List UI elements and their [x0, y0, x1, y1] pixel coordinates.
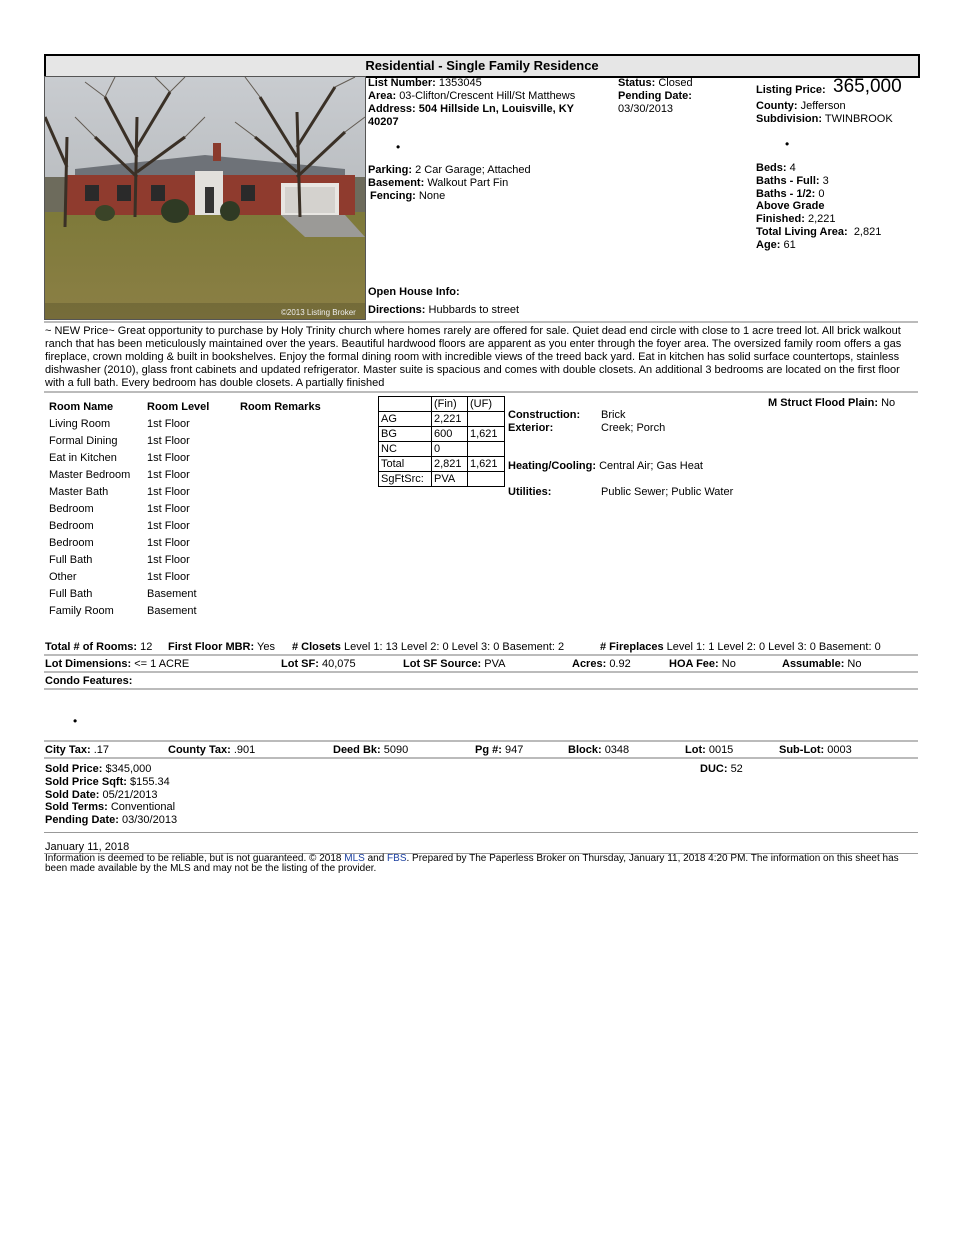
table-row: AG 2,221	[379, 412, 505, 427]
deed-book-field: Deed Bk: 5090	[333, 744, 409, 756]
property-description: ~ NEW Price~ Great opportunity to purchase by Holy Trinity church where homes rarely are offered for sale. Quiet dead end circle with close to 1 acre treed lot. All brick walkout ranch that has been meticulously maintained over the years. Beautiful hardwood floors are apparent as you enter through the foyer area. The oversized family room offers a gas fireplace, crown molding & built in bookshelves. Enjoy the formal dining room with incredible views of the treed back yard. Eat in kitchen has solid surface countertops, stainless dishwasher (2010), glass front cabinets and updated refrigerator. Master suite is spacious and comes with double closets. An additional 3 bedrooms are located on the first floor with a full bath. Every bedroom has double closets. A partially finished	[45, 325, 902, 389]
acres-field: Acres: 0.92	[572, 658, 631, 670]
table-row: Formal Dining 1st Floor	[49, 435, 190, 447]
table-row: Master Bedroom 1st Floor	[49, 469, 190, 481]
listing-price-label: Listing Price:	[756, 84, 826, 96]
parking-field: Parking: 2 Car Garage; Attached	[368, 164, 531, 176]
divider-summary-3	[44, 688, 918, 690]
directions-field: Directions: Hubbards to street	[368, 304, 520, 316]
construction-label: Construction:	[508, 409, 581, 421]
bullet-2: •	[785, 137, 790, 151]
exterior-value: Creek; Porch	[601, 422, 666, 434]
construction-value: Brick	[601, 409, 626, 421]
open-house-label: Open House Info:	[368, 286, 460, 298]
table-row: Other 1st Floor	[49, 571, 190, 583]
sold-price-sqft-field: Sold Price Sqft: $155.34	[45, 776, 170, 788]
table-row: Bedroom 1st Floor	[49, 537, 190, 549]
photo-watermark: ©2013 Listing Broker	[281, 308, 356, 317]
divider-summary-2	[44, 671, 918, 673]
house-photo-illustration	[45, 77, 365, 319]
pending-date-value: 03/30/2013	[618, 103, 674, 115]
city-tax-field: City Tax: .17	[45, 744, 109, 756]
pending-date-label: Pending Date:	[618, 90, 692, 102]
address-zip: 40207	[368, 116, 399, 128]
listing-title: Residential - Single Family Residence	[365, 58, 599, 73]
finished-field: Finished: 2,221	[756, 213, 836, 225]
list-number-field: List Number: 1353045	[368, 77, 482, 89]
table-row: Full Bath 1st Floor	[49, 554, 190, 566]
sold-date-field: Sold Date: 05/21/2013	[45, 789, 158, 801]
divider-tax-top	[44, 740, 918, 742]
footer-disclaimer: Information is deemed to be reliable, but is not guaranteed. © 2018 MLS and FBS. Prepared by The Paperless Broker on Thursday, January 11, 2018 4:20 PM. The information on this sheet has been made available by the MLS and may not be the listing of the provider.	[45, 853, 899, 874]
listing-price-value: 365,000	[833, 76, 902, 97]
table-row: Family Room Basement	[49, 605, 197, 617]
status-field: Status: Closed	[618, 77, 693, 89]
fencing-field: Fencing: None	[370, 190, 446, 202]
divider-tax-bottom	[44, 757, 918, 759]
page-number-field: Pg #: 947	[475, 744, 524, 756]
sale-pending-date-field: Pending Date: 03/30/2013	[45, 814, 178, 826]
table-row: SgFtSrc: PVA	[379, 472, 505, 487]
listing-title-bar	[44, 54, 920, 78]
condo-features-label: Condo Features:	[45, 675, 133, 687]
duc-field: DUC: 52	[700, 763, 743, 775]
age-field: Age: 61	[756, 239, 796, 251]
fbs-link[interactable]: FBS	[387, 853, 407, 864]
divider-footer-top	[44, 832, 918, 833]
baths-half-field: Baths - 1/2: 0	[756, 188, 825, 200]
table-row: BG 600 1,621	[379, 427, 505, 442]
rooms-header-row: Room Name Room Level Room Remarks	[49, 401, 321, 413]
lot-field: Lot: 0015	[685, 744, 734, 756]
baths-full-field: Baths - Full: 3	[756, 175, 829, 187]
county-field: County: Jefferson	[756, 100, 846, 112]
bullet-1: •	[396, 140, 401, 154]
property-photo	[44, 76, 366, 320]
lot-sf-source-field: Lot SF Source: PVA	[403, 658, 506, 670]
table-row: Master Bath 1st Floor	[49, 486, 190, 498]
flood-plain-field: M Struct Flood Plain: No	[768, 397, 896, 409]
address-field: Address: 504 Hillside Ln, Louisville, KY	[368, 103, 575, 115]
sold-price-field: Sold Price: $345,000	[45, 763, 152, 775]
basement-field: Basement: Walkout Part Fin	[368, 177, 509, 189]
exterior-label: Exterior:	[508, 422, 554, 434]
divider-summary-1	[44, 654, 918, 656]
closets-field: # Closets Level 1: 13 Level 2: 0 Level 3: 0 Basement: 2	[292, 641, 565, 653]
mls-link[interactable]: MLS	[344, 853, 365, 864]
total-rooms-field: Total # of Rooms: 12	[45, 641, 153, 653]
area-field: Area: 03-Clifton/Crescent Hill/St Matthews	[368, 90, 576, 102]
sold-terms-field: Sold Terms: Conventional	[45, 801, 176, 813]
table-row: Living Room 1st Floor	[49, 418, 190, 430]
divider-description-top	[44, 321, 918, 323]
table-row: Bedroom 1st Floor	[49, 520, 190, 532]
table-row: Bedroom 1st Floor	[49, 503, 190, 515]
above-grade-label: Above Grade	[756, 200, 825, 212]
footer-date: January 11, 2018	[45, 841, 130, 853]
first-floor-mbr-field: First Floor MBR: Yes	[168, 641, 275, 653]
total-living-field: Total Living Area: 2,821	[756, 226, 882, 238]
utilities-label: Utilities:	[508, 486, 552, 498]
utilities-value: Public Sewer; Public Water	[601, 486, 734, 498]
table-row: Eat in Kitchen 1st Floor	[49, 452, 190, 464]
table-row: Total 2,821 1,621	[379, 457, 505, 472]
lot-dimensions-field: Lot Dimensions: <= 1 ACRE	[45, 658, 190, 670]
square-footage-table	[378, 396, 505, 487]
subdivision-field: Subdivision: TWINBROOK	[756, 113, 893, 125]
rooms-list	[49, 399, 321, 620]
assumable-field: Assumable: No	[782, 658, 862, 670]
table-row: NC 0	[379, 442, 505, 457]
block-field: Block: 0348	[568, 744, 630, 756]
beds-field: Beds: 4	[756, 162, 796, 174]
hoa-fee-field: HOA Fee: No	[669, 658, 736, 670]
table-row: Full Bath Basement	[49, 588, 197, 600]
divider-description-bottom	[44, 391, 918, 393]
table-row: (Fin) (UF)	[379, 397, 505, 412]
fireplaces-field: # Fireplaces Level 1: 1 Level 2: 0 Level 3: 0 Basement: 0	[600, 641, 881, 653]
sub-lot-field: Sub-Lot: 0003	[779, 744, 852, 756]
bullet-3: •	[73, 714, 78, 728]
lot-sf-field: Lot SF: 40,075	[281, 658, 356, 670]
county-tax-field: County Tax: .901	[168, 744, 256, 756]
heating-cooling-field: Heating/Cooling: Central Air; Gas Heat	[508, 460, 703, 472]
